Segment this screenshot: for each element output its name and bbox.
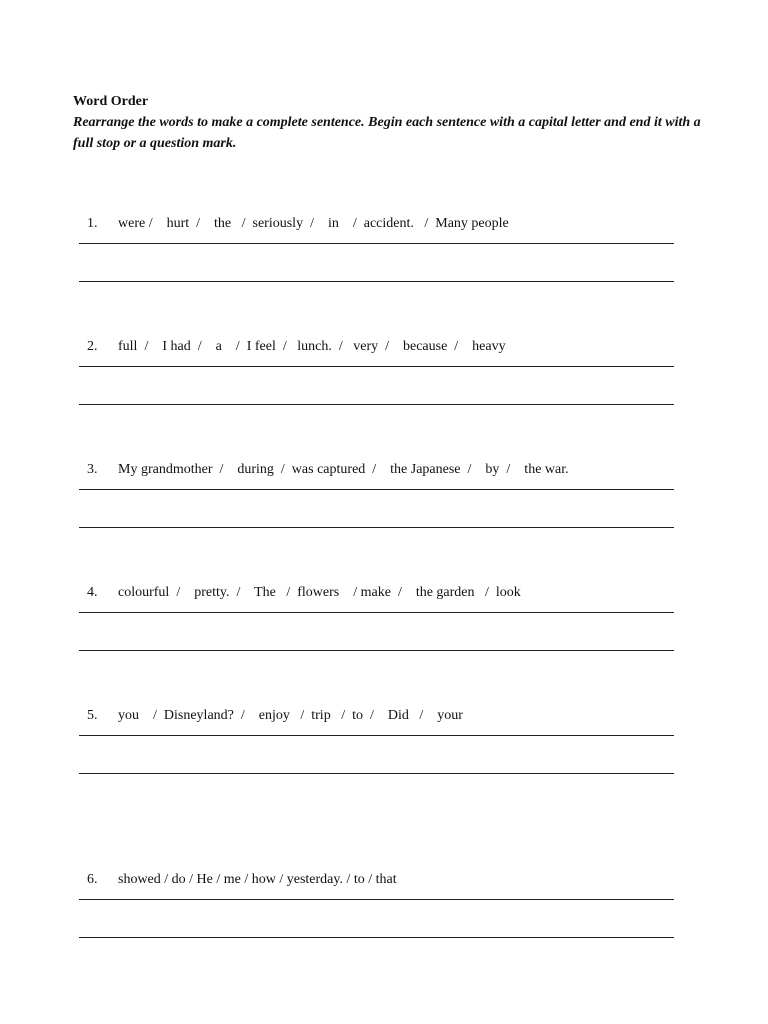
- question-prompt: [87, 338, 506, 356]
- answer-line[interactable]: [79, 773, 674, 774]
- question-prompt: [87, 584, 521, 602]
- question-prompt: [87, 707, 463, 725]
- answer-line[interactable]: [79, 489, 674, 490]
- question-6: [87, 871, 687, 961]
- question-number: 5.: [87, 708, 98, 723]
- answer-line[interactable]: [79, 735, 674, 736]
- scrambled-words: were / hurt / the / seriously / in / accident. / Many people: [118, 216, 509, 231]
- question-number: 4.: [87, 585, 98, 600]
- question-number: 2.: [87, 339, 98, 354]
- answer-line[interactable]: [79, 404, 674, 405]
- question-4: [87, 584, 687, 674]
- answer-line[interactable]: [79, 612, 674, 613]
- question-number: 1.: [87, 216, 98, 231]
- scrambled-words: full / I had / a / I feel / lunch. / very / because / heavy: [118, 339, 506, 354]
- question-3: [87, 461, 687, 551]
- question-prompt: [87, 215, 509, 233]
- answer-line[interactable]: [79, 281, 674, 282]
- worksheet-title: Word Order: [73, 94, 149, 109]
- worksheet-instructions: Rearrange the words to make a complete sentence. Begin each sentence with a capital letter and end it with a full stop or a question mark.: [73, 115, 701, 151]
- worksheet-header: [73, 92, 723, 154]
- answer-line[interactable]: [79, 527, 674, 528]
- answer-line[interactable]: [79, 366, 674, 367]
- answer-line[interactable]: [79, 937, 674, 938]
- question-number: 3.: [87, 462, 98, 477]
- scrambled-words: My grandmother / during / was captured / the Japanese / by / the war.: [118, 462, 569, 477]
- scrambled-words: colourful / pretty. / The / flowers / make / the garden / look: [118, 585, 521, 600]
- scrambled-words: showed / do / He / me / how / yesterday. / to / that: [118, 872, 397, 887]
- scrambled-words: you / Disneyland? / enjoy / trip / to / Did / your: [118, 708, 463, 723]
- question-1: [87, 215, 687, 305]
- answer-line[interactable]: [79, 650, 674, 651]
- question-prompt: [87, 461, 569, 479]
- question-2: [87, 338, 687, 428]
- answer-line[interactable]: [79, 899, 674, 900]
- answer-line[interactable]: [79, 243, 674, 244]
- question-prompt: [87, 871, 397, 889]
- question-number: 6.: [87, 872, 98, 887]
- question-5: [87, 707, 687, 797]
